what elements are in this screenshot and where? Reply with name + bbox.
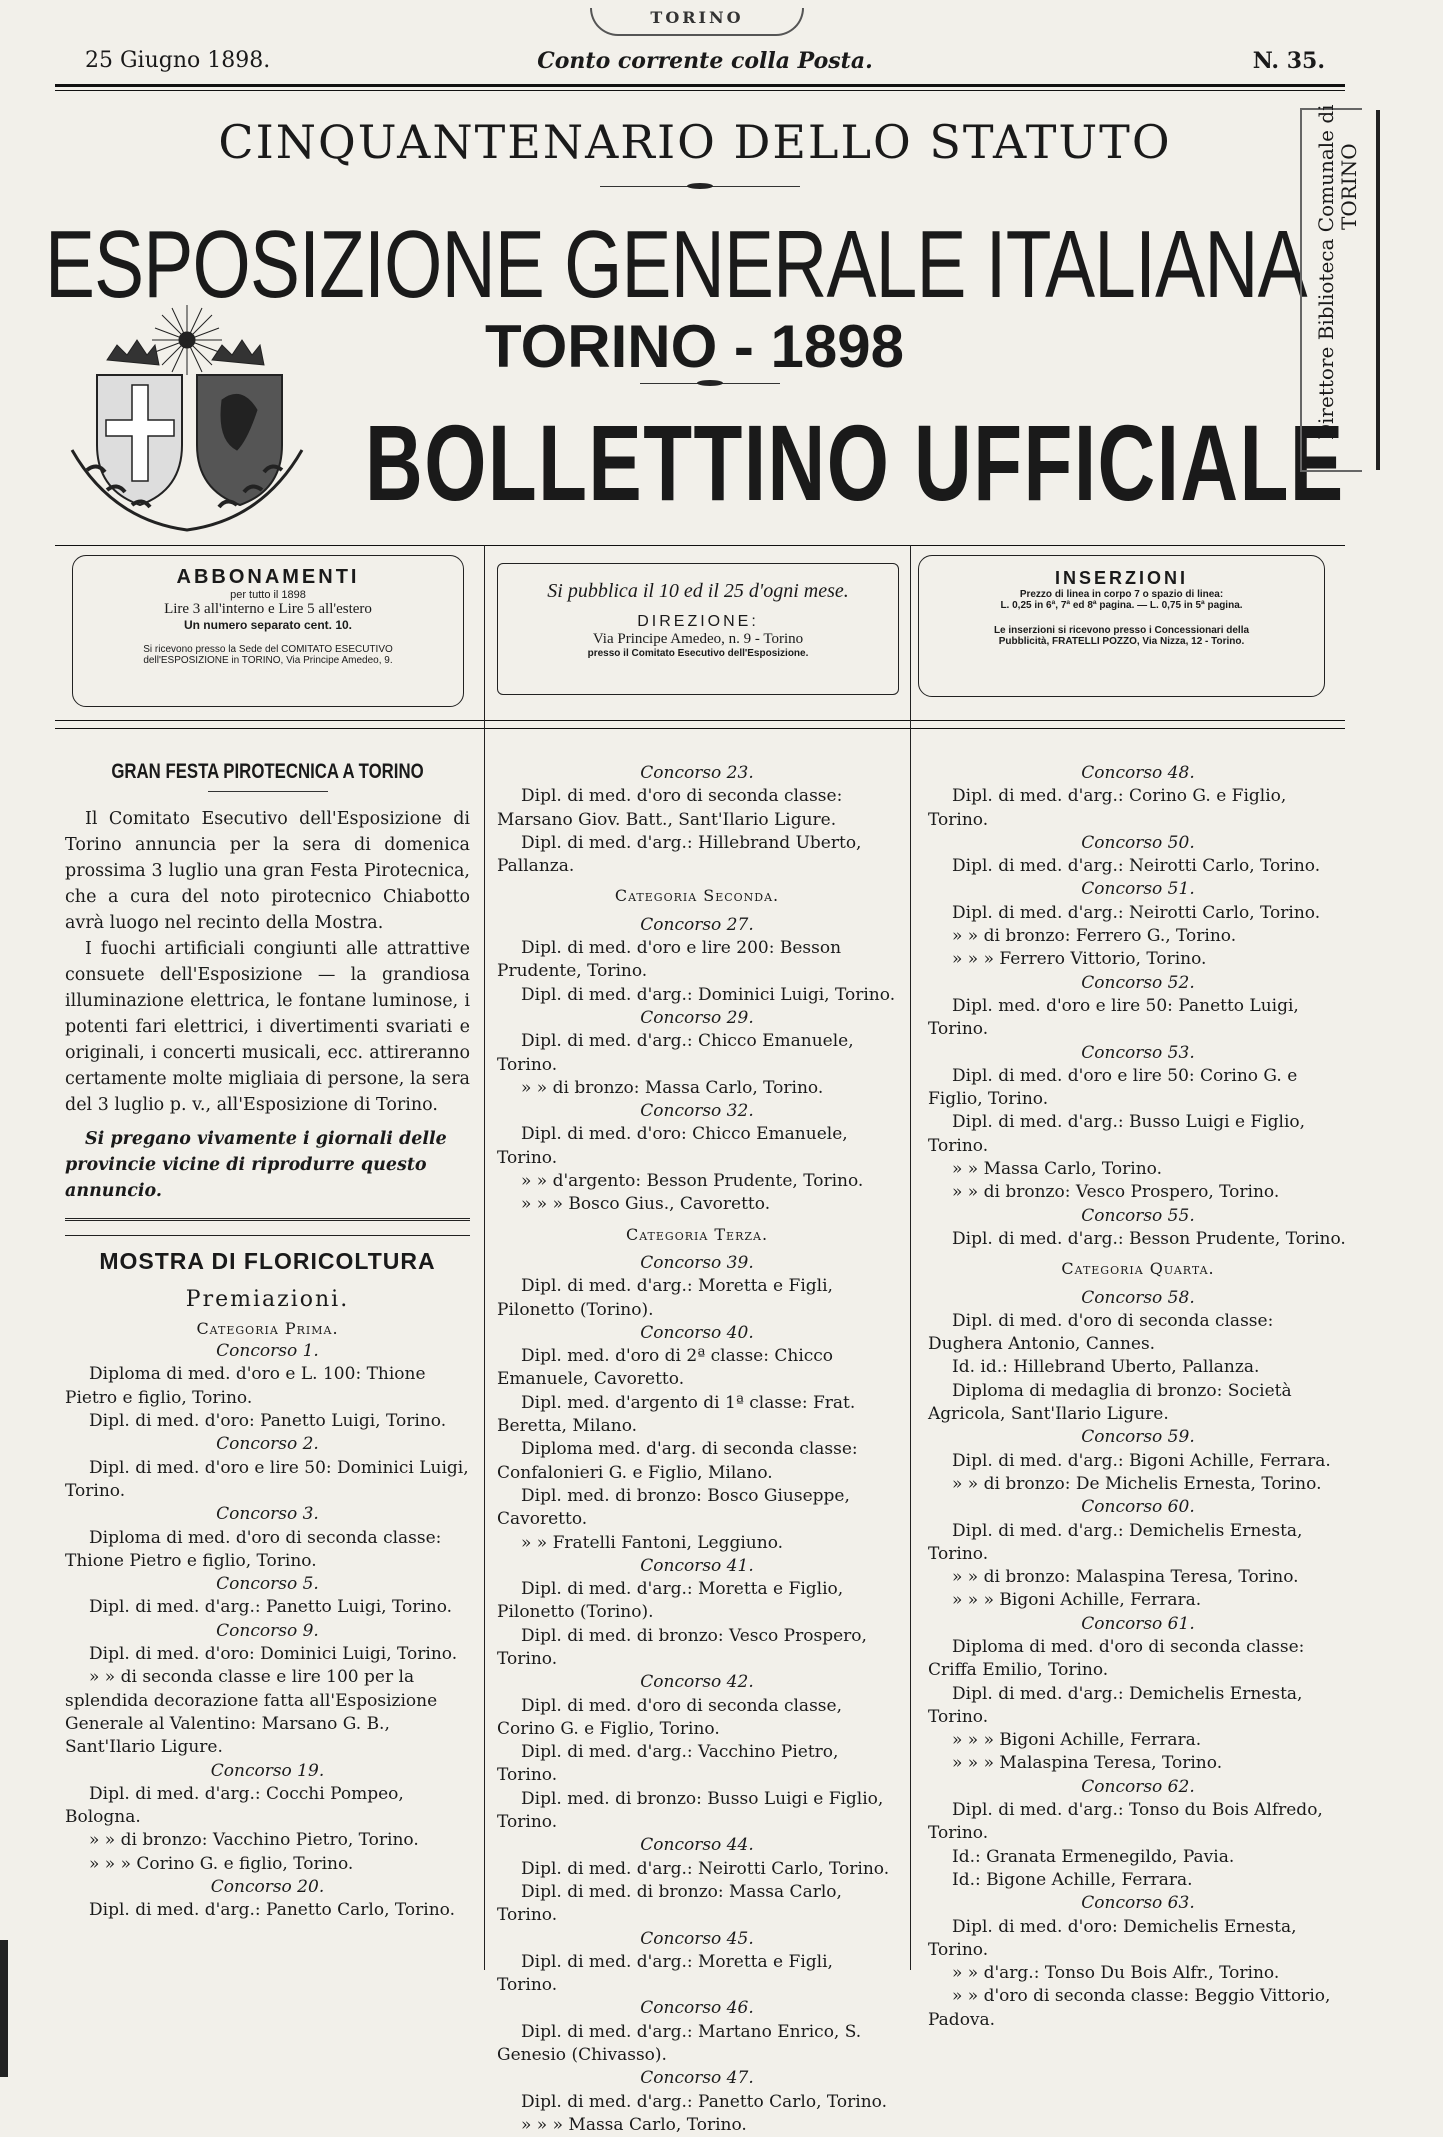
- concorso-heading: Concorso 2.: [216, 1434, 319, 1455]
- award-entry: Dipl. di med. d'arg.: Demichelis Ernesta, Torino.: [928, 1520, 1303, 1564]
- award-entry: Diploma di med. d'oro di seconda classe: Criffa Emilio, Torino.: [928, 1636, 1305, 1681]
- issue-number: N. 35.: [1252, 48, 1325, 74]
- award-entry: Dipl. di med. d'arg.: Busso Luigi e Figlio, Torino.: [928, 1112, 1306, 1156]
- award-list-col3: [928, 762, 1348, 2032]
- masthead-esposizione: ESPOSIZIONE GENERALE ITALIANA: [45, 211, 1307, 318]
- award-entry: » » » Bosco Gius., Cavoretto.: [521, 1194, 771, 1215]
- ornament-divider: [600, 186, 800, 187]
- festa-title: GRAN FESTA PIROTECNICA A TORINO: [111, 760, 424, 783]
- abbonamenti-title: ABBONAMENTI: [176, 566, 360, 588]
- award-entry: Dipl. di med. d'oro di seconda classe, Corino G. e Figlio, Torino.: [497, 1695, 842, 1739]
- award-entry: Diploma med. d'arg. di seconda classe: Confalonieri G. e Figlio, Milano.: [497, 1439, 858, 1483]
- concorso-heading: Concorso 53.: [1081, 1042, 1195, 1063]
- award-entry: » » di bronzo: Vesco Prospero, Torino.: [952, 1182, 1280, 1203]
- award-entry: » » di bronzo: Massa Carlo, Torino.: [521, 1077, 824, 1098]
- premiazioni-heading: Premiazioni.: [185, 1286, 350, 1312]
- award-entry: » » d'oro di seconda classe: Beggio Vittorio, Padova.: [928, 1986, 1331, 2030]
- award-entry: Dipl. di med. d'arg.: Martano Enrico, S. Genesio (Chivasso).: [497, 2021, 862, 2066]
- award-entry: Dipl. med. d'oro e lire 50: Panetto Luigi, Torino.: [928, 995, 1299, 1040]
- award-entry: Dipl. di med. d'arg.: Moretta e Figli, Pilonetto (Torino).: [497, 1276, 833, 1320]
- inserzioni-box: [918, 555, 1325, 697]
- page-edge-mark: [0, 1940, 8, 2077]
- award-list-col1: [65, 1340, 470, 1922]
- concorso-heading: Concorso 52.: [1081, 972, 1195, 993]
- concorso-heading: Concorso 5.: [216, 1574, 319, 1595]
- concorso-heading: Concorso 47.: [640, 2068, 754, 2089]
- award-entry: » » di bronzo: Ferrero G., Torino.: [952, 926, 1237, 947]
- award-entry: Id. id.: Hillebrand Uberto, Pallanza.: [952, 1357, 1260, 1378]
- award-entry: Diploma di medaglia di bronzo: Società Agricola, Sant'Ilario Ligure.: [928, 1380, 1292, 1425]
- award-entry: » » di bronzo: De Michelis Ernesta, Torino.: [952, 1473, 1322, 1494]
- abbonamenti-single-copy: Un numero separato cent. 10.: [183, 618, 353, 632]
- award-entry: Dipl. di med. d'arg.: Chicco Emanuele, Torino.: [497, 1031, 854, 1075]
- concorso-heading: Concorso 19.: [210, 1760, 325, 1781]
- award-entry: Dipl. di med. d'oro: Demichelis Ernesta, Torino.: [928, 1916, 1297, 1960]
- inserzioni-title: INSERZIONI: [1054, 568, 1188, 588]
- concorso-heading: Concorso 39.: [640, 1252, 754, 1273]
- star-burst-icon: [152, 305, 222, 375]
- award-entry: Diploma di med. d'oro di seconda classe: Thione Pietro e figlio, Torino.: [65, 1527, 442, 1571]
- concorso-heading: Concorso 9.: [216, 1620, 319, 1641]
- info-band-bottom-rule-2: [55, 728, 1345, 729]
- award-entry: Dipl. di med. d'oro: Dominici Luigi, Torino.: [89, 1644, 458, 1665]
- library-stamp-top: TORINO: [590, 8, 804, 36]
- header-motto: Conto corrente colla Posta.: [537, 48, 873, 74]
- concorso-heading: Concorso 41.: [640, 1555, 754, 1576]
- award-entry: Dipl. di med. d'arg.: Dominici Luigi, Torino.: [521, 984, 896, 1005]
- concorso-heading: Concorso 62.: [1081, 1776, 1195, 1797]
- award-entry: » » d'arg.: Tonso Du Bois Alfr., Torino.: [952, 1963, 1280, 1984]
- category-heading: Categoria Quarta.: [1061, 1259, 1215, 1279]
- crown-icon: [107, 340, 159, 365]
- concorso-heading: Concorso 29.: [640, 1007, 754, 1028]
- award-entry: Dipl. di med. d'arg.: Neirotti Carlo, Torino.: [952, 856, 1321, 877]
- award-entry: Dipl. di med. d'arg.: Panetto Carlo, Torino.: [521, 2091, 887, 2112]
- concorso-heading: Concorso 58.: [1081, 1287, 1195, 1308]
- concorso-heading: Concorso 45.: [640, 1928, 754, 1949]
- award-entry: Dipl. di med. d'arg.: Vacchino Pietro, Torino.: [497, 1742, 839, 1786]
- column-separator-1: [484, 545, 485, 1970]
- award-entry: Dipl. di med. d'oro di seconda classe: Marsano Giov. Batt., Sant'Ilario Ligure.: [497, 786, 843, 830]
- award-entry: » » » Massa Carlo, Torino.: [521, 2114, 747, 2135]
- info-band-top-rule: [55, 545, 1345, 546]
- concorso-heading: Concorso 48.: [1081, 763, 1195, 783]
- festa-paragraph-2: I fuochi artificiali congiunti alle attrattive consuete dell'Esposizione — la grandiosa illuminazione elettrica, le fontane luminose, i potenti fari elettrici, i divertimenti svariati e originali, i concerti musicali, ecc. attireranno certamente molte migliaia di persone, la sera del 3 luglio p. v., all'Esposizione di Torino.: [65, 939, 470, 1116]
- award-entry: Dipl. di med. d'oro: Chicco Emanuele, Torino.: [497, 1124, 848, 1168]
- masthead-bollettino: BOLLETTINO UFFICIALE: [365, 402, 1345, 523]
- award-entry: Dipl. di med. d'oro e lire 50: Corino G. e Figlio, Torino.: [928, 1065, 1298, 1110]
- info-band-bottom-rule: [55, 720, 1345, 721]
- concorso-heading: Concorso 1.: [216, 1341, 319, 1362]
- direzione-box: [497, 563, 899, 695]
- award-entry: Diploma di med. d'oro e L. 100: Thione Pietro e figlio, Torino.: [65, 1364, 426, 1408]
- award-entry: Dipl. di med. d'oro: Panetto Luigi, Torino.: [89, 1411, 447, 1432]
- category-heading: Categoria Terza.: [625, 1224, 769, 1244]
- issue-header: [85, 48, 1325, 78]
- abbonamenti-address: dell'ESPOSIZIONE in TORINO, Via Principe Amedeo, 9.: [143, 655, 393, 666]
- award-entry: Dipl. di med. d'arg.: Besson Prudente, Torino.: [952, 1228, 1346, 1249]
- award-entry: » » » Ferrero Vittorio, Torino.: [952, 949, 1207, 970]
- direzione-title: DIREZIONE:: [637, 613, 759, 630]
- direzione-comitato: presso il Comitato Esecutivo dell'Esposizione.: [587, 648, 809, 659]
- category-heading: Categoria Prima.: [196, 1318, 339, 1338]
- concorso-heading: Concorso 63.: [1081, 1893, 1195, 1914]
- award-entry: Dipl. di med. d'arg.: Hillebrand Uberto, Pallanza.: [497, 832, 862, 877]
- award-entry: Dipl. di med. d'oro di seconda classe: Dughera Antonio, Cannes.: [928, 1310, 1274, 1355]
- concorso-heading: Concorso 55.: [1081, 1205, 1195, 1226]
- inserzioni-concessionari: Le inserzioni si ricevono presso i Concessionari della: [993, 625, 1250, 636]
- award-entry: » » di bronzo: Malaspina Teresa, Torino.: [952, 1567, 1299, 1588]
- concorso-heading: Concorso 60.: [1081, 1497, 1195, 1518]
- award-entry: Dipl. di med. d'arg.: Corino G. e Figlio, Torino.: [928, 786, 1287, 830]
- award-list-col2: [497, 762, 897, 2137]
- column-separator-2: [910, 545, 911, 1970]
- award-entry: Dipl. med. d'oro di 2ª classe: Chicco Emanuele, Cavoretto.: [497, 1346, 834, 1390]
- publication-schedule: Si pubblica il 10 ed il 25 d'ogni mese.: [547, 580, 849, 602]
- concorso-heading: Concorso 59.: [1081, 1427, 1195, 1448]
- wavy-divider: [65, 1218, 470, 1236]
- award-entry: Dipl. di med. d'arg.: Panetto Carlo, Torino.: [89, 1900, 455, 1921]
- award-entry: Dipl. di med. d'arg.: Moretta e Figlio, Pilonetto (Torino).: [497, 1579, 844, 1623]
- column-1: [65, 760, 470, 1923]
- festa-request: Si pregano vivamente i giornali delle provincie vicine di riprodurre questo annuncio.: [65, 1129, 447, 1202]
- floricoltura-title: MOSTRA DI FLORICOLTURA: [99, 1248, 436, 1275]
- award-entry: » » di seconda classe e lire 100 per la splendida decorazione fatta all'Esposizione Generale al Valentino: Marsano G. B., Sant'Ilario Ligure.: [65, 1667, 438, 1758]
- award-entry: Dipl. di med. di bronzo: Massa Carlo, Torino.: [497, 1881, 842, 1926]
- award-entry: » » Massa Carlo, Torino.: [952, 1159, 1162, 1180]
- masthead-torino-year: TORINO - 1898: [485, 313, 905, 380]
- concorso-heading: Concorso 3.: [216, 1504, 319, 1525]
- abbonamenti-office: Si ricevono presso la Sede del COMITATO ESECUTIVO: [143, 644, 393, 655]
- award-entry: » » » Bigoni Achille, Ferrara.: [952, 1590, 1202, 1611]
- award-entry: Dipl. di med. d'arg.: Demichelis Ernesta, Torino.: [928, 1683, 1303, 1727]
- award-entry: Id.: Bigone Achille, Ferrara.: [952, 1869, 1193, 1890]
- award-entry: Dipl. di med. di bronzo: Vesco Prospero, Torino.: [497, 1625, 867, 1669]
- ornament-divider-2: [640, 383, 780, 384]
- edge-bar: [1376, 110, 1380, 470]
- concorso-heading: Concorso 20.: [210, 1877, 325, 1898]
- award-entry: Dipl. di med. d'oro e lire 200: Besson Prudente, Torino.: [497, 938, 842, 982]
- award-entry: » » Fratelli Fantoni, Leggiuno.: [521, 1532, 784, 1553]
- inserzioni-price-pages: L. 0,25 in 6ª, 7ª ed 8ª pagina. — L. 0,75 in 5ª pagina.: [1000, 600, 1243, 611]
- award-entry: » » di bronzo: Vacchino Pietro, Torino.: [89, 1830, 419, 1851]
- header-rule-thin: [55, 90, 1345, 91]
- abbonamenti-price: Lire 3 all'interno e Lire 5 all'estero: [164, 601, 372, 617]
- award-entry: Dipl. di med. d'arg.: Cocchi Pompeo, Bologna.: [65, 1783, 404, 1828]
- concorso-heading: Concorso 51.: [1081, 879, 1195, 900]
- savoy-crest-logo: [62, 300, 312, 540]
- award-entry: Dipl. di med. d'arg.: Neirotti Carlo, Torino.: [952, 902, 1321, 923]
- concorso-heading: Concorso 32.: [640, 1101, 754, 1122]
- concorso-heading: Concorso 23.: [640, 763, 754, 783]
- award-entry: » » » Corino G. e figlio, Torino.: [89, 1853, 354, 1874]
- concorso-heading: Concorso 50.: [1081, 832, 1195, 853]
- title-underline: [208, 791, 328, 792]
- award-entry: Dipl. di med. d'arg.: Neirotti Carlo, Torino.: [521, 1858, 890, 1879]
- award-entry: Dipl. med. di bronzo: Bosco Giuseppe, Cavoretto.: [497, 1485, 850, 1530]
- award-entry: Dipl. di med. d'arg.: Tonso du Bois Alfredo, Torino.: [928, 1800, 1323, 1844]
- header-rule: [55, 84, 1345, 87]
- festa-paragraph-1: Il Comitato Esecutivo dell'Esposizione di Torino annuncia per la sera di domenica prossima 3 luglio una gran Festa Pirotecnica, che a cura del noto pirotecnico Chiabotto avrà luogo nel recinto della Mostra.: [65, 809, 470, 934]
- concorso-heading: Concorso 27.: [640, 914, 754, 935]
- concorso-heading: Concorso 46.: [640, 1998, 754, 2019]
- category-heading: Categoria Seconda.: [614, 886, 780, 906]
- award-entry: » » » Bigoni Achille, Ferrara.: [952, 1730, 1202, 1751]
- concorso-heading: Concorso 40.: [640, 1322, 754, 1343]
- issue-date: 25 Giugno 1898.: [85, 48, 271, 73]
- award-entry: Dipl. di med. d'arg.: Moretta e Figli, Torino.: [497, 1951, 833, 1996]
- concorso-heading: Concorso 42.: [640, 1672, 754, 1693]
- award-entry: » » d'argento: Besson Prudente, Torino.: [521, 1171, 864, 1192]
- award-entry: Dipl. med. d'argento di 1ª classe: Frat. Beretta, Milano.: [497, 1392, 856, 1437]
- award-entry: Dipl. med. di bronzo: Busso Luigi e Figlio, Torino.: [497, 1788, 884, 1833]
- concorso-heading: Concorso 44.: [640, 1835, 754, 1856]
- abbonamenti-box: [72, 555, 464, 707]
- award-entry: Dipl. di med. d'arg.: Bigoni Achille, Ferrara.: [952, 1450, 1331, 1471]
- abbonamenti-period: per tutto il 1898: [230, 589, 306, 601]
- inserzioni-pozzo: Pubblicità, FRATELLI POZZO, Via Nizza, 12 - Torino.: [998, 636, 1245, 647]
- masthead-cinquantenario: CINQUANTENARIO DELLO STATUTO: [218, 115, 1172, 169]
- concorso-heading: Concorso 61.: [1081, 1613, 1195, 1634]
- direzione-address: Via Principe Amedeo, n. 9 - Torino: [592, 631, 804, 647]
- library-side-stamp: Direttore Biblioteca Comunale di TORINO: [1300, 108, 1362, 472]
- award-entry: » » » Malaspina Teresa, Torino.: [952, 1753, 1223, 1774]
- award-entry: Dipl. di med. d'arg.: Panetto Luigi, Torino.: [89, 1597, 453, 1618]
- inserzioni-price-line: Prezzo di linea in corpo 7 o spazio di linea:: [1019, 589, 1224, 600]
- award-entry: Dipl. di med. d'oro e lire 50: Dominici Luigi, Torino.: [65, 1457, 469, 1501]
- award-entry: Id.: Granata Ermenegildo, Pavia.: [952, 1846, 1235, 1867]
